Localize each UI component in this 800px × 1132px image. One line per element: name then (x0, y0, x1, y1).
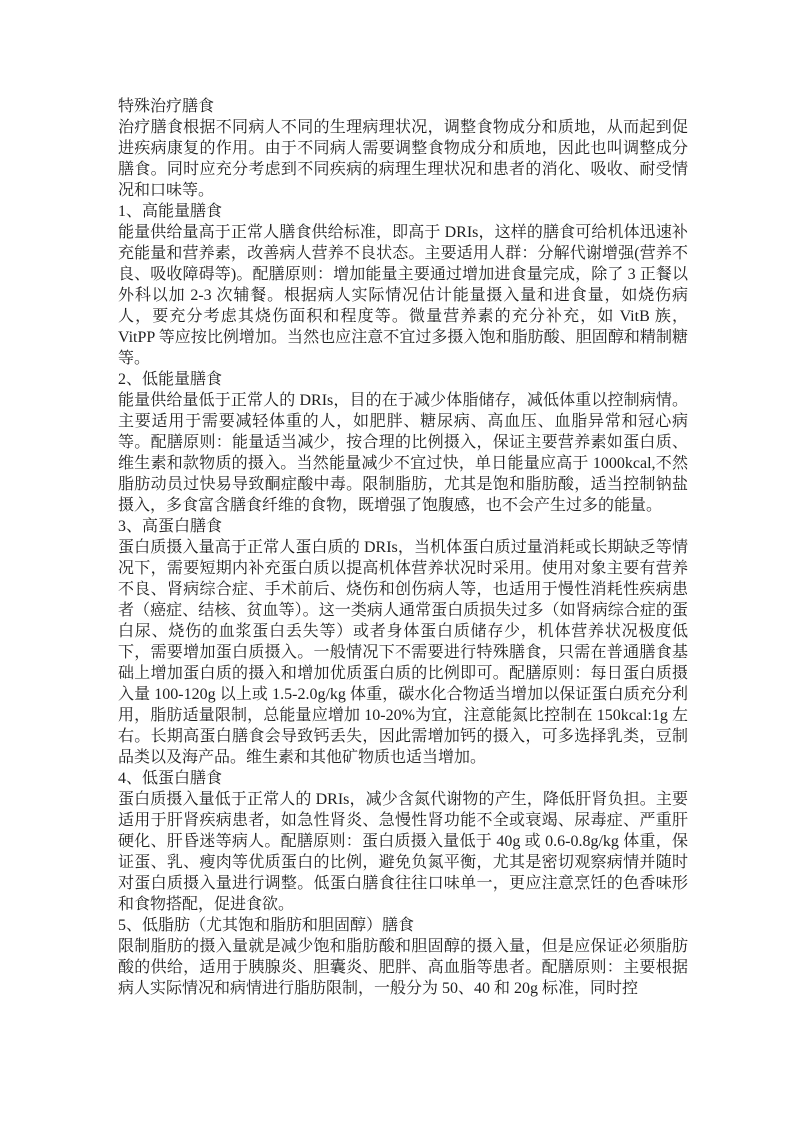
section-2-heading: 2、低能量膳食 (118, 371, 223, 388)
section-4-heading: 4、低蛋白膳食 (118, 770, 223, 787)
section-5-paragraph: 限制脂肪的摄入量就是减少饱和脂肪酸和胆固醇的摄入量，但是应保证必须脂肪酸的供给，适用于胰腺炎、胆囊炎、肥胖、高血脂等患者。配膳原则：主要根据病人实际情况和病情进行脂肪限制，一般分为 50、40 和 20g 标准，同时控 (118, 938, 688, 997)
section-4-paragraph: 蛋白质摄入量低于正常人的 DRIs，减少含氮代谢物的产生，降低肝肾负担。主要适用于肝肾疾病患者，如急性肾炎、急慢性肾功能不全或衰竭、尿毒症、严重肝硬化、肝昏迷等病人。配膳原则：蛋白质摄入量低于 40g 或 0.6-0.8g/kg 体重，保证蛋、乳、瘦肉等优质蛋白的比例，避免负氮平衡，尤其是密切观察病情并随时对蛋白质摄入量进行调整。低蛋白膳食往往口味单一，更应注意烹饪的色香味形和食物搭配，促进食欲。 (118, 791, 688, 913)
section-1-heading: 1、高能量膳食 (118, 203, 223, 220)
intro-paragraph: 治疗膳食根据不同病人不同的生理病理状况，调整食物成分和质地，从而起到促进疾病康复的作用。由于不同病人需要调整食物成分和质地，因此也叫调整成分膳食。同时应充分考虑到不同疾病的病理生理状况和患者的消化、吸收、耐受情况和口味等。 (118, 119, 688, 199)
section-3-heading: 3、高蛋白膳食 (118, 518, 223, 535)
section-1-paragraph: 能量供给量高于正常人膳食供给标准，即高于 DRIs，这样的膳食可给机体迅速补充能量和营养素，改善病人营养不良状态。主要适用人群：分解代谢增强(营养不良、吸收障碍等)。配膳原则：增加能量主要通过增加进食量完成，除了 3 正餐以外科以加 2-3 次辅餐。根据病人实际情况估计能量摄入量和进食量，如烧伤病人，要充分考虑其烧伤面积和程度等。微量营养素的充分补充，如 VitB 族，VitPP 等应按比例增加。当然也应注意不宜过多摄入饱和脂肪酸、胆固醇和精制糖等。 (118, 224, 688, 367)
document-text (118, 96, 688, 999)
section-3-paragraph: 蛋白质摄入量高于正常人蛋白质的 DRIs，当机体蛋白质过量消耗或长期缺乏等情况下，需要短期内补充蛋白质以提高机体营养状况时采用。使用对象主要有营养不良、肾病综合症、手术前后、烧伤和创伤病人等，也适用于慢性消耗性疾病患者（癌症、结核、贫血等）。这一类病人通常蛋白质损失过多（如肾病综合症的蛋白尿、烧伤的血浆蛋白丢失等）或者身体蛋白质储存少，机体营养状况极度低下，需要增加蛋白质摄入。一般情况下不需要进行特殊膳食，只需在普通膳食基础上增加蛋白质的摄入和增加优质蛋白质的比例即可。配膳原则：每日蛋白质摄入量 100-120g 以上或 1.5-2.0g/kg 体重，碳水化合物适当增加以保证蛋白质充分利用，脂肪适量限制，总能量应增加 10-20%为宜，注意能氮比控制在 150kcal:1g 左右。长期高蛋白膳食会导致钙丢失，因此需增加钙的摄入，可多选择乳类，豆制品类以及海产品。维生素和其他矿物质也适当增加。 (118, 539, 688, 766)
section-2-paragraph: 能量供给量低于正常人的 DRIs，目的在于减少体脂储存，减低体重以控制病情。主要适用于需要减轻体重的人，如肥胖、糖尿病、高血压、血脂异常和冠心病等。配膳原则：能量适当减少，按合理的比例摄入，保证主要营养素如蛋白质、维生素和款物质的摄入。当然能量减少不宜过快，单日能量应高于 1000kcal,不然脂肪动员过快易导致酮症酸中毒。限制脂肪，尤其是饱和脂肪酸，适当控制钠盐摄入，多食富含膳食纤维的食物，既增强了饱腹感，也不会产生过多的能量。 (118, 392, 688, 514)
section-5-heading: 5、低脂肪（尤其饱和脂肪和胆固醇）膳食 (118, 917, 415, 934)
doc-title: 特殊治疗膳食 (118, 98, 215, 115)
